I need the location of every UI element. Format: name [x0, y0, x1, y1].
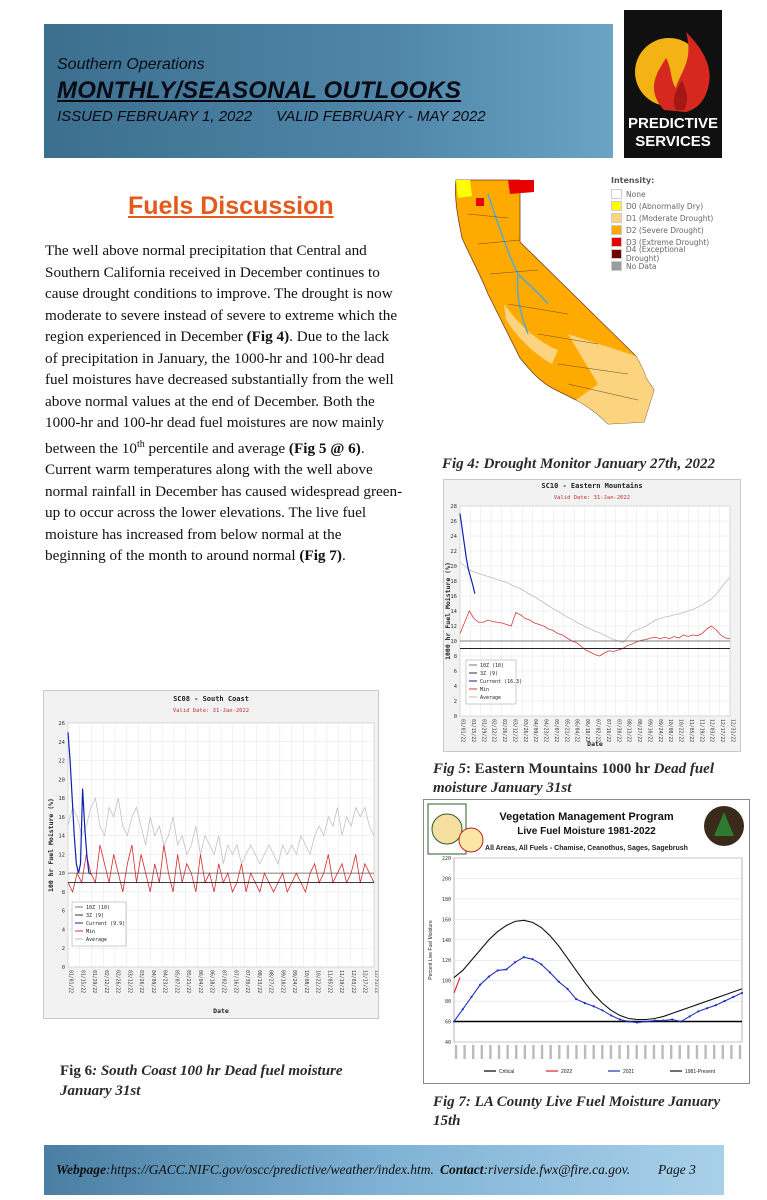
fig6-caption-prefix: Fig 6	[60, 1063, 93, 1079]
chart-note: All Areas, All Fuels - Chamise, Ceanothus, Sages, Sagebrush	[485, 845, 688, 852]
drought-legend	[611, 188, 720, 272]
y-tick-label: 18	[58, 796, 65, 803]
x-tick-mark	[524, 1045, 526, 1059]
fuels-text-1: The well above normal precipitation that Central and Southern California received in December continues to cause drought conditions to improve. The drought is now moderate to severe instead of severe to extreme which the region experienced in December	[45, 242, 398, 345]
x-tick-label: 09/24/22	[656, 719, 662, 743]
x-tick-mark	[636, 1045, 638, 1059]
fuels-paragraph	[45, 240, 405, 567]
y-tick-label: 100	[441, 978, 451, 985]
series-2021-point	[549, 971, 551, 973]
fire-dept-badge-icon	[459, 828, 483, 852]
series-2021-point	[488, 975, 490, 977]
y-axis-label: 100 hr Fuel Moisture (%)	[47, 798, 55, 892]
y-tick-label: 140	[441, 937, 451, 944]
legend-text: Min	[480, 687, 490, 693]
x-tick-mark	[610, 1045, 612, 1059]
x-tick-mark	[601, 1045, 603, 1059]
y-tick-label: 2	[453, 699, 457, 705]
series-2021-point	[601, 1009, 603, 1011]
series-2021-point	[723, 1000, 725, 1002]
y-tick-label: 4	[453, 684, 457, 690]
x-tick-label: 11/19/22	[338, 970, 344, 994]
y-tick-label: 26	[450, 519, 457, 525]
legend-text: Average	[480, 695, 502, 701]
chart-subtitle: Live Fuel Moisture 1981-2022	[517, 826, 656, 837]
x-tick-mark	[584, 1045, 586, 1059]
x-tick-mark	[575, 1045, 577, 1059]
x-tick-mark	[713, 1045, 715, 1059]
x-tick-label: 01/29/22	[91, 970, 97, 994]
y-tick-label: 40	[444, 1040, 451, 1046]
x-tick-mark	[739, 1045, 741, 1059]
y-tick-label: 14	[58, 833, 65, 840]
fig7-chart	[424, 800, 749, 1083]
x-tick-label: 10/22/22	[677, 719, 683, 743]
legend-text: 10Z (10)	[86, 905, 111, 911]
fig5-chart	[444, 480, 740, 751]
y-tick-label: 22	[58, 758, 65, 765]
x-tick-label: 01/01/22	[459, 719, 465, 743]
predictive-services-logo	[615, 3, 725, 159]
legend-label: D0 (Abnormally Dry)	[626, 201, 704, 211]
x-tick-mark	[687, 1045, 689, 1059]
x-tick-label: 01/29/22	[480, 719, 486, 743]
chart-title: SC10 - Eastern Mountains	[541, 482, 643, 490]
chart-subtitle: Valid Date: 31-Jan-2022	[553, 495, 631, 501]
series-2021-point	[558, 981, 560, 983]
series-2021-point	[732, 996, 734, 998]
x-tick-label: 10/22/22	[314, 970, 320, 994]
county-seal-circle	[432, 814, 462, 844]
series-2021-point	[453, 1020, 455, 1022]
legend-swatch	[611, 225, 622, 235]
x-tick-label: 03/26/22	[521, 719, 527, 743]
y-tick-label: 20	[58, 777, 65, 784]
y-tick-label: 12	[450, 624, 457, 630]
legend-text: Current (9.9)	[86, 921, 126, 927]
y-tick-label: 22	[450, 549, 457, 555]
legend-label: No Data	[626, 261, 657, 271]
fig4-ref: (Fig 4)	[246, 328, 290, 345]
legend-item	[611, 224, 720, 236]
legend-text: 1981-Present	[685, 1069, 716, 1075]
x-tick-label: 02/26/22	[114, 970, 120, 994]
fuels-text-3: percentile and average	[144, 439, 289, 457]
x-tick-mark	[653, 1045, 655, 1059]
chart-title: SC08 - South Coast	[173, 695, 249, 703]
x-tick-mark	[679, 1045, 681, 1059]
fig5-chart-frame	[443, 479, 741, 752]
y-tick-label: 10	[58, 871, 65, 878]
x-tick-label: 04/09/22	[149, 970, 155, 994]
legend-label: None	[626, 189, 646, 199]
series-2021-point	[671, 1018, 673, 1020]
legend-swatch	[611, 261, 622, 271]
series-2021-point	[715, 1004, 717, 1006]
fig5-caption-prefix: Fig 5	[433, 761, 466, 777]
x-tick-label: 06/04/22	[573, 719, 579, 743]
x-tick-label: 01/15/22	[469, 719, 475, 743]
y-tick-label: 6	[61, 908, 65, 915]
y-tick-label: 0	[453, 714, 457, 720]
x-tick-label: 07/30/22	[244, 970, 250, 994]
x-tick-mark	[627, 1045, 629, 1059]
y-tick-label: 24	[450, 534, 457, 540]
series-2021-point	[531, 958, 533, 960]
legend-label: D3 (Extreme Drought)	[626, 237, 710, 247]
logo-text-predictive: PREDICTIVE	[627, 115, 718, 132]
contact-email[interactable]: :riverside.fwx@fire.ca.gov.	[483, 1162, 631, 1177]
footer-contact	[440, 1162, 630, 1178]
legend-text: Average	[86, 937, 108, 943]
footer-bar	[44, 1145, 724, 1195]
y-axis-label: Percent Live Fuel Moisture	[428, 920, 434, 980]
fuels-text-2: . Due to the lack of precipitation in January, the 1000-hr and 100-hr dead fuel moistures have decreased substantially from the well above normal values at the end of December. Both the 1000-hr and 100-hr dead fuel moistures are now mainly between the 10	[45, 328, 394, 457]
legend-text: Critical	[499, 1069, 515, 1075]
x-tick-mark	[472, 1045, 474, 1059]
chart-subtitle: Valid Date: 31-Jan-2022	[172, 708, 250, 714]
legend-title: Intensity:	[611, 176, 655, 185]
x-tick-label: 11/19/22	[698, 719, 704, 743]
x-tick-label: 08/27/22	[636, 719, 642, 743]
fig5-caption	[433, 760, 753, 798]
legend-swatch	[611, 249, 622, 259]
x-tick-label: 12/03/22	[349, 970, 355, 994]
d3-region	[508, 180, 534, 194]
x-tick-label: 11/05/22	[326, 970, 332, 994]
legend-swatch	[611, 237, 622, 247]
chart-title: Vegetation Management Program	[499, 811, 674, 823]
x-tick-label: 05/07/22	[552, 719, 558, 743]
header-subtitle: Southern Operations	[57, 56, 205, 73]
header-banner	[44, 24, 613, 158]
x-tick-label: 09/10/22	[646, 719, 652, 743]
y-tick-label: 20	[450, 564, 457, 570]
series-2021-point	[680, 1020, 682, 1022]
y-tick-label: 16	[58, 814, 65, 821]
x-tick-label: 06/18/22	[584, 719, 590, 743]
y-tick-label: 12	[58, 852, 65, 859]
legend-swatch	[611, 189, 622, 199]
x-tick-mark	[644, 1045, 646, 1059]
footer-webpage	[56, 1162, 434, 1178]
series-2021-point	[697, 1010, 699, 1012]
y-axis-label: 1000 hr Fuel Moisture (%)	[444, 562, 452, 660]
y-tick-label: 8	[453, 654, 457, 660]
d0-region	[456, 180, 472, 198]
y-tick-label: 8	[61, 889, 65, 896]
x-tick-mark	[506, 1045, 508, 1059]
logo-text-services: SERVICES	[635, 133, 711, 150]
legend-text: 3Z (9)	[480, 671, 499, 677]
x-tick-label: 12/31/22	[373, 970, 378, 994]
series-2021-point	[566, 988, 568, 990]
fig6-caption-rest: : South Coast 100 hr Dead fuel moisture January 31st	[60, 1063, 343, 1099]
fuels-text-4: . Current warm temperatures along with the well above normal rainfall in December has caused widespread green-up to occur across the lower elevations. The live fuel moisture has increased from below normal at the beginning of the month to around normal	[45, 439, 403, 565]
x-tick-label: 02/12/22	[490, 719, 496, 743]
fig6-chart-frame	[43, 690, 379, 1019]
y-tick-label: 120	[441, 958, 451, 965]
x-tick-label: 09/24/22	[291, 970, 297, 994]
x-tick-label: 07/16/22	[604, 719, 610, 743]
y-tick-label: 16	[450, 594, 457, 600]
x-tick-mark	[455, 1045, 457, 1059]
page-number: Page 3	[658, 1162, 696, 1177]
x-tick-mark	[722, 1045, 724, 1059]
flame-icon	[624, 10, 722, 114]
x-tick-mark	[549, 1045, 551, 1059]
fuels-heading: Fuels Discussion	[128, 192, 334, 220]
x-tick-mark	[498, 1045, 500, 1059]
x-tick-mark	[704, 1045, 706, 1059]
x-tick-mark	[730, 1045, 732, 1059]
y-tick-label: 10	[450, 639, 457, 645]
y-tick-label: 0	[61, 965, 65, 971]
x-tick-label: 07/16/22	[232, 970, 238, 994]
legend-text: Current (16.3)	[480, 679, 523, 685]
legend-text: 2022	[561, 1069, 573, 1075]
x-tick-mark	[481, 1045, 483, 1059]
x-tick-label: 12/03/22	[708, 719, 714, 743]
x-tick-label: 04/23/22	[161, 970, 167, 994]
x-tick-mark	[463, 1045, 465, 1059]
fig6-caption	[60, 1061, 380, 1101]
fig5-caption-italic: Dead fuel moisture January 31st	[433, 761, 714, 796]
x-tick-label: 01/15/22	[79, 970, 85, 994]
ordinal-suffix: th	[136, 438, 145, 450]
fig5-caption-rest: : Eastern Mountains 1000 hr	[465, 761, 654, 777]
series-2021-point	[470, 996, 472, 998]
series-2021-point	[497, 969, 499, 971]
y-tick-label: 160	[441, 917, 451, 924]
x-tick-label: 09/10/22	[279, 970, 285, 994]
y-tick-label: 200	[441, 876, 451, 883]
series-2021-point	[619, 1018, 621, 1020]
x-tick-label: 03/12/22	[126, 970, 132, 994]
x-tick-mark	[592, 1045, 594, 1059]
series-2021-point	[514, 961, 516, 963]
x-tick-label: 01/01/22	[67, 970, 73, 994]
y-tick-label: 14	[450, 609, 457, 615]
legend-text: 2021	[623, 1069, 635, 1075]
series-2021-point	[610, 1014, 612, 1016]
series-2021-point	[523, 956, 525, 958]
legend-text: Min	[86, 929, 96, 935]
logo-box	[624, 10, 722, 158]
valid-range: VALID FEBRUARY - MAY 2022	[276, 108, 486, 125]
header-issued	[57, 108, 486, 125]
webpage-label: Webpage	[56, 1162, 106, 1177]
contact-label: Contact	[440, 1162, 484, 1177]
x-axis-label: Date	[213, 1007, 229, 1015]
x-tick-mark	[532, 1045, 534, 1059]
x-tick-label: 12/17/22	[719, 719, 725, 743]
series-2021-point	[706, 1007, 708, 1009]
x-tick-label: 04/23/22	[542, 719, 548, 743]
legend-item	[611, 245, 720, 263]
series-2021-point	[584, 1002, 586, 1004]
plot-area	[454, 858, 742, 1042]
x-tick-label: 11/05/22	[687, 719, 693, 743]
x-tick-label: 06/18/22	[208, 970, 214, 994]
y-tick-label: 4	[61, 927, 65, 934]
webpage-link[interactable]: :https://GACC.NIFC.gov/oscc/predictive/weather/index.htm.	[106, 1162, 434, 1177]
y-tick-label: 80	[444, 999, 451, 1006]
series-2021-point	[645, 1020, 647, 1022]
series-2021-point	[741, 992, 743, 994]
x-tick-label: 05/21/22	[185, 970, 191, 994]
x-tick-label: 05/21/22	[563, 719, 569, 743]
x-tick-label: 06/04/22	[196, 970, 202, 994]
x-tick-label: 08/13/22	[625, 719, 631, 743]
series-2021-point	[662, 1019, 664, 1021]
y-tick-label: 24	[58, 739, 65, 746]
series-2021-point	[689, 1015, 691, 1017]
x-tick-mark	[618, 1045, 620, 1059]
x-tick-mark	[489, 1045, 491, 1059]
x-tick-label: 10/08/22	[667, 719, 673, 743]
series-2021-point	[636, 1021, 638, 1023]
legend-swatch	[611, 213, 622, 223]
y-tick-label: 220	[441, 856, 451, 862]
series-2021-point	[654, 1019, 656, 1021]
series-2021-point	[593, 1005, 595, 1007]
series-2021-point	[627, 1020, 629, 1022]
legend-item	[611, 212, 720, 224]
issued-date: ISSUED FEBRUARY 1, 2022	[57, 108, 253, 125]
fig7-caption: Fig 7: LA County Live Fuel Moisture January 15th	[433, 1094, 721, 1129]
legend-item	[611, 200, 720, 212]
legend-label: D4 (Exceptional Drought)	[625, 245, 686, 263]
y-tick-label: 180	[441, 896, 451, 903]
d3-region-small	[476, 198, 484, 206]
fig4-caption: Fig 4: Drought Monitor January 27th, 2022	[442, 456, 715, 472]
fig7-ref: (Fig 7)	[299, 547, 342, 565]
x-tick-mark	[541, 1045, 543, 1059]
x-tick-label: 10/08/22	[302, 970, 308, 994]
series-2021-point	[462, 1008, 464, 1010]
fig7-chart-frame	[423, 799, 750, 1084]
fig56-ref: (Fig 5 @ 6)	[288, 439, 361, 457]
x-axis-label: Date	[587, 740, 603, 748]
y-tick-label: 6	[453, 669, 457, 675]
y-tick-label: 18	[450, 579, 457, 585]
x-tick-label: 05/07/22	[173, 970, 179, 994]
x-tick-mark	[515, 1045, 517, 1059]
y-tick-label: 28	[450, 504, 457, 510]
x-tick-label: 02/12/22	[102, 970, 108, 994]
x-tick-label: 07/30/22	[615, 719, 621, 743]
x-tick-mark	[661, 1045, 663, 1059]
x-tick-label: 08/27/22	[267, 970, 273, 994]
x-tick-label: 02/26/22	[501, 719, 507, 743]
series-2021-point	[575, 998, 577, 1000]
fuels-text-5: .	[341, 547, 346, 565]
y-tick-label: 60	[444, 1019, 451, 1026]
y-tick-label: 2	[61, 946, 65, 953]
legend-item	[611, 188, 720, 200]
x-tick-label: 12/31/22	[729, 719, 735, 743]
y-tick-label: 26	[58, 721, 65, 727]
x-tick-mark	[567, 1045, 569, 1059]
x-tick-label: 03/12/22	[511, 719, 517, 743]
x-tick-label: 08/13/22	[255, 970, 261, 994]
drought-monitor-map	[448, 174, 720, 450]
x-tick-label: 03/26/22	[138, 970, 144, 994]
legend-text: 3Z (9)	[86, 913, 105, 919]
header-title: MONTHLY/SEASONAL OUTLOOKS	[57, 77, 462, 104]
series-2021-point	[479, 984, 481, 986]
x-tick-mark	[670, 1045, 672, 1059]
fig6-chart	[44, 691, 378, 1018]
legend-swatch	[611, 201, 622, 211]
x-tick-label: 07/02/22	[594, 719, 600, 743]
series-2021-point	[505, 968, 507, 970]
x-tick-label: 12/17/22	[361, 970, 367, 994]
series-2021-point	[540, 963, 542, 965]
x-tick-mark	[558, 1045, 560, 1059]
x-tick-label: 07/02/22	[220, 970, 226, 994]
legend-text: 10Z (10)	[480, 663, 505, 669]
x-tick-mark	[696, 1045, 698, 1059]
legend-label: D1 (Moderate Drought)	[626, 213, 714, 223]
x-tick-label: 04/09/22	[532, 719, 538, 743]
legend-label: D2 (Severe Drought)	[626, 225, 704, 235]
